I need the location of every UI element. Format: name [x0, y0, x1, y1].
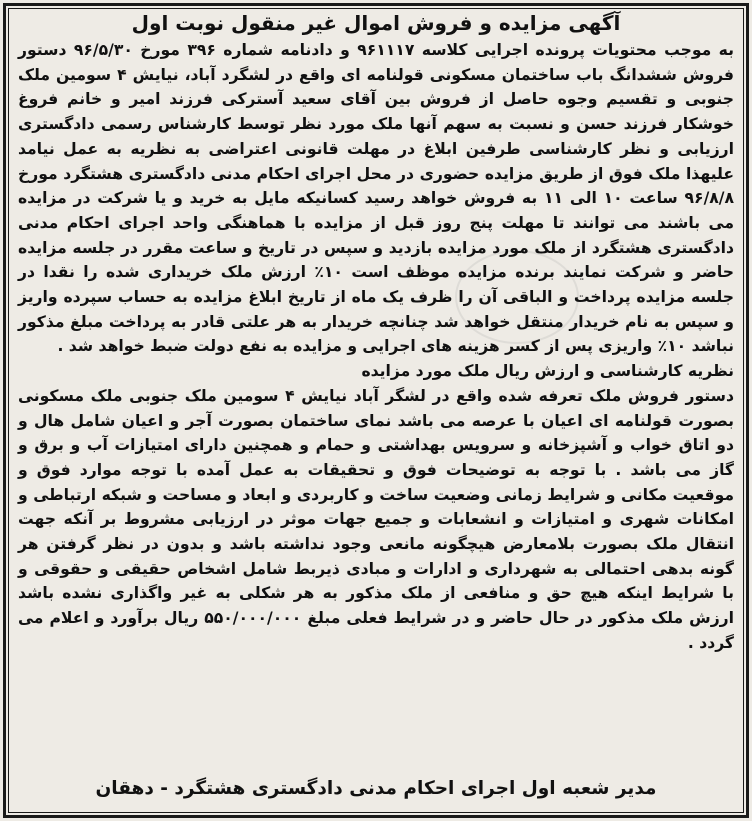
notice-paragraph-1: به موجب محتویات پرونده اجرایی کلاسه ۹۶۱۱۱۷ و دادنامه شماره ۳۹۶ مورخ ۹۶/۵/۳۰ دستور فروش ششدانگ باب ساختمان مسکونی قولنامه ای واقع در لشگرد آباد، نیایش ۴ سومین ملک جنوبی و تقسیم وجوه حاصل از فروش بین آقای سعید آسترکی فرزند امیر و خانم فروغ خوشکار فرزند حسن و نسبت به سهم آنها ملک مورد نظر توسط کارشناس رسمی دادگستری ارزیابی و نظر کارشناسی طرفین ابلاغ در مهلت قانونی اعتراضی به نظریه به عمل نیامد علیهذا ملک فوق از طریق مزایده حضوری در محل اجرای احکام مدنی دادگستری هشتگرد مورخ ۹۶/۸/۸ ساعت ۱۰ الی ۱۱ به فروش خواهد رسید کسانیکه مایل به خرید و یا شرکت در مزایده می باشند می توانند تا مهلت پنج روز قبل از مزایده با هماهنگی واحد اجرای احکام مدنی دادگستری هشتگرد از ملک مورد مزایده بازدید و سپس در تاریخ و ساعت مقرر در جلسه مزایده حاضر و شرکت نمایند برنده مزایده موظف است ۱۰٪ ارزش ملک خریداری شده را نقدا در جلسه مزایده پرداخت و الباقی آن را ظرف یک ماه از تاریخ ابلاغ مزایده به حساب سپرده واریز و سپس به نام خریدار منتقل خواهد شد چنانچه خریدار به هر علتی قادر به پرداخت مبلغ مذکور نباشد ۱۰٪ واریزی پس از کسر هزینه های اجرایی و مزایده به نفع دولت ضبط خواهد شد . [18, 41, 734, 356]
notice-paragraph-2: دستور فروش ملک تعرفه شده واقع در لشگر آباد نیایش ۴ سومین ملک جنوبی ملک مسکونی بصورت قولنامه ای اعیان با عرصه می باشد نمای ساختمان بصورت آجر و اعیان شامل هال و دو اتاق خواب و آشپزخانه و سرویس بهداشتی و حمام و همچنین دارای امتیازات آب و برق و گاز می باشد . با توجه به توضیحات فوق و تحقیقات به عمل آمده با توجه موارد فوق و موقعیت مکانی و شرایط زمانی وضعیت ساخت و کاربردی و ابعاد و مساحت و شبکه ارتباطی و امکانات شهری و امتیازات و انشعابات و جمیع جهات موثر در ارزیابی مشروط بر آنکه جهت انتقال ملک بصورت بلامعارض هیچگونه مانعی وجود نداشته باشد و بدون در نظر گرفتن هر گونه بدهی احتمالی به شهرداری و ادارات و مبادی ذیربط شامل اشخاص حقیقی و حقوقی و با شرایط اینکه هیچ حق و منافعی از ملک مذکور به هر شکلی به غیر واگذاری نشده باشد ارزش ملک مذکور در حال حاضر و در شرایط فعلی مبلغ ۵۵۰/۰۰۰/۰۰۰ ریال برآورد و اعلام می گردد . [18, 386, 734, 652]
signature-line: مدیر شعبه اول اجرای احکام مدنی دادگستری هشتگرد - دهقان [95, 778, 657, 799]
appraisal-subheading: نظریه کارشناسی و ارزش ریال ملک مورد مزایده [361, 362, 734, 381]
notice-title: آگهی مزایده و فروش اموال غیر منقول نوبت اول [131, 11, 621, 35]
notice-body [18, 10, 734, 813]
